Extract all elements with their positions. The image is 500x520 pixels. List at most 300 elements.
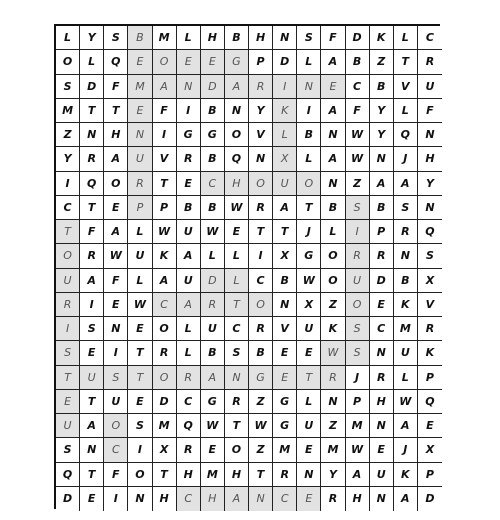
grid-cell[interactable]: T: [128, 366, 152, 390]
grid-cell[interactable]: Q: [56, 463, 80, 487]
grid-cell[interactable]: G: [225, 50, 249, 74]
grid-cell[interactable]: T: [80, 99, 104, 123]
grid-cell[interactable]: A: [321, 50, 345, 74]
grid-cell[interactable]: T: [80, 463, 104, 487]
grid-cell[interactable]: N: [321, 390, 345, 414]
grid-cell[interactable]: L: [201, 244, 225, 268]
grid-cell[interactable]: E: [104, 196, 128, 220]
grid-cell[interactable]: U: [128, 147, 152, 171]
grid-cell[interactable]: X: [418, 269, 442, 293]
grid-cell[interactable]: O: [225, 123, 249, 147]
grid-cell[interactable]: E: [80, 341, 104, 365]
grid-cell[interactable]: E: [225, 220, 249, 244]
grid-cell[interactable]: V: [153, 147, 177, 171]
grid-cell[interactable]: Q: [418, 390, 442, 414]
grid-cell[interactable]: M: [273, 438, 297, 462]
grid-cell[interactable]: U: [177, 269, 201, 293]
grid-cell[interactable]: S: [80, 317, 104, 341]
grid-cell[interactable]: L: [177, 26, 201, 50]
grid-cell[interactable]: I: [249, 244, 273, 268]
grid-cell[interactable]: S: [346, 196, 370, 220]
grid-cell[interactable]: Z: [346, 172, 370, 196]
grid-cell[interactable]: W: [321, 341, 345, 365]
grid-cell[interactable]: E: [80, 487, 104, 511]
grid-cell[interactable]: T: [80, 390, 104, 414]
grid-cell[interactable]: L: [225, 269, 249, 293]
grid-cell[interactable]: O: [104, 414, 128, 438]
grid-cell[interactable]: A: [153, 75, 177, 99]
grid-cell[interactable]: R: [249, 317, 273, 341]
grid-cell[interactable]: H: [249, 26, 273, 50]
grid-cell[interactable]: X: [273, 147, 297, 171]
grid-cell[interactable]: N: [321, 123, 345, 147]
grid-cell[interactable]: W: [201, 414, 225, 438]
grid-cell[interactable]: B: [128, 26, 152, 50]
grid-cell[interactable]: N: [128, 123, 152, 147]
grid-cell[interactable]: T: [225, 293, 249, 317]
grid-cell[interactable]: D: [273, 50, 297, 74]
grid-cell[interactable]: K: [153, 244, 177, 268]
grid-cell[interactable]: I: [104, 341, 128, 365]
grid-cell[interactable]: Z: [321, 414, 345, 438]
grid-cell[interactable]: F: [418, 99, 442, 123]
grid-cell[interactable]: M: [394, 317, 418, 341]
grid-cell[interactable]: S: [56, 75, 80, 99]
grid-cell[interactable]: I: [80, 293, 104, 317]
grid-cell[interactable]: R: [370, 366, 394, 390]
grid-cell[interactable]: O: [321, 269, 345, 293]
grid-cell[interactable]: D: [201, 269, 225, 293]
grid-cell[interactable]: D: [201, 75, 225, 99]
grid-cell[interactable]: A: [177, 293, 201, 317]
grid-cell[interactable]: U: [346, 269, 370, 293]
grid-cell[interactable]: T: [249, 463, 273, 487]
grid-cell[interactable]: M: [201, 463, 225, 487]
grid-cell[interactable]: L: [394, 26, 418, 50]
grid-cell[interactable]: T: [225, 414, 249, 438]
grid-cell[interactable]: Z: [370, 50, 394, 74]
grid-cell[interactable]: M: [346, 414, 370, 438]
grid-cell[interactable]: V: [273, 317, 297, 341]
grid-cell[interactable]: O: [249, 172, 273, 196]
grid-cell[interactable]: S: [104, 26, 128, 50]
grid-cell[interactable]: A: [225, 487, 249, 511]
grid-cell[interactable]: L: [297, 390, 321, 414]
grid-cell[interactable]: E: [321, 75, 345, 99]
grid-cell[interactable]: F: [104, 463, 128, 487]
grid-cell[interactable]: L: [80, 50, 104, 74]
grid-cell[interactable]: F: [104, 75, 128, 99]
grid-cell[interactable]: W: [249, 414, 273, 438]
grid-cell[interactable]: C: [201, 172, 225, 196]
grid-cell[interactable]: T: [56, 366, 80, 390]
grid-cell[interactable]: H: [346, 487, 370, 511]
grid-cell[interactable]: W: [225, 196, 249, 220]
grid-cell[interactable]: T: [153, 463, 177, 487]
grid-cell[interactable]: R: [201, 293, 225, 317]
grid-cell[interactable]: B: [370, 75, 394, 99]
grid-cell[interactable]: H: [225, 172, 249, 196]
grid-cell[interactable]: L: [225, 244, 249, 268]
grid-cell[interactable]: I: [177, 99, 201, 123]
grid-cell[interactable]: N: [249, 487, 273, 511]
grid-cell[interactable]: N: [273, 293, 297, 317]
grid-cell[interactable]: R: [56, 293, 80, 317]
grid-cell[interactable]: A: [273, 196, 297, 220]
grid-cell[interactable]: B: [201, 99, 225, 123]
grid-cell[interactable]: A: [201, 366, 225, 390]
grid-cell[interactable]: J: [394, 438, 418, 462]
grid-cell[interactable]: B: [297, 123, 321, 147]
grid-cell[interactable]: C: [418, 26, 442, 50]
grid-cell[interactable]: W: [346, 123, 370, 147]
grid-cell[interactable]: F: [153, 99, 177, 123]
grid-cell[interactable]: T: [104, 99, 128, 123]
grid-cell[interactable]: E: [128, 317, 152, 341]
grid-cell[interactable]: O: [249, 293, 273, 317]
grid-cell[interactable]: R: [418, 50, 442, 74]
grid-cell[interactable]: M: [321, 438, 345, 462]
grid-cell[interactable]: R: [153, 341, 177, 365]
grid-cell[interactable]: A: [225, 75, 249, 99]
grid-cell[interactable]: I: [56, 172, 80, 196]
grid-cell[interactable]: Y: [249, 99, 273, 123]
grid-cell[interactable]: W: [153, 220, 177, 244]
grid-cell[interactable]: L: [394, 366, 418, 390]
grid-cell[interactable]: A: [177, 244, 201, 268]
grid-cell[interactable]: E: [297, 487, 321, 511]
grid-cell[interactable]: F: [104, 269, 128, 293]
grid-cell[interactable]: Y: [370, 99, 394, 123]
grid-cell[interactable]: J: [346, 366, 370, 390]
grid-cell[interactable]: R: [249, 75, 273, 99]
grid-cell[interactable]: R: [370, 244, 394, 268]
grid-cell[interactable]: L: [321, 220, 345, 244]
grid-cell[interactable]: T: [394, 50, 418, 74]
grid-cell[interactable]: K: [418, 341, 442, 365]
grid-cell[interactable]: E: [128, 50, 152, 74]
grid-cell[interactable]: X: [418, 438, 442, 462]
grid-cell[interactable]: B: [394, 269, 418, 293]
grid-cell[interactable]: C: [177, 390, 201, 414]
grid-cell[interactable]: R: [225, 390, 249, 414]
grid-cell[interactable]: I: [104, 487, 128, 511]
grid-cell[interactable]: H: [418, 147, 442, 171]
grid-cell[interactable]: G: [273, 390, 297, 414]
grid-cell[interactable]: E: [128, 99, 152, 123]
grid-cell[interactable]: C: [225, 317, 249, 341]
grid-cell[interactable]: K: [394, 463, 418, 487]
grid-cell[interactable]: S: [128, 414, 152, 438]
grid-cell[interactable]: R: [273, 463, 297, 487]
grid-cell[interactable]: R: [249, 196, 273, 220]
grid-cell[interactable]: D: [56, 487, 80, 511]
grid-cell[interactable]: B: [370, 196, 394, 220]
grid-cell[interactable]: L: [297, 147, 321, 171]
grid-cell[interactable]: L: [56, 26, 80, 50]
grid-cell[interactable]: E: [201, 438, 225, 462]
grid-cell[interactable]: Y: [418, 172, 442, 196]
grid-cell[interactable]: U: [80, 366, 104, 390]
grid-cell[interactable]: R: [321, 366, 345, 390]
grid-cell[interactable]: J: [394, 147, 418, 171]
grid-cell[interactable]: Y: [370, 123, 394, 147]
grid-cell[interactable]: N: [321, 172, 345, 196]
grid-cell[interactable]: E: [177, 172, 201, 196]
grid-cell[interactable]: T: [128, 341, 152, 365]
grid-cell[interactable]: U: [297, 414, 321, 438]
grid-cell[interactable]: N: [80, 123, 104, 147]
grid-cell[interactable]: A: [370, 172, 394, 196]
grid-cell[interactable]: I: [56, 317, 80, 341]
grid-cell[interactable]: R: [346, 244, 370, 268]
grid-cell[interactable]: A: [321, 147, 345, 171]
grid-cell[interactable]: N: [225, 99, 249, 123]
grid-cell[interactable]: R: [80, 147, 104, 171]
grid-cell[interactable]: L: [177, 341, 201, 365]
grid-cell[interactable]: Z: [321, 293, 345, 317]
grid-cell[interactable]: U: [56, 269, 80, 293]
grid-cell[interactable]: Q: [177, 414, 201, 438]
grid-cell[interactable]: K: [273, 99, 297, 123]
grid-cell[interactable]: U: [297, 317, 321, 341]
grid-cell[interactable]: E: [128, 390, 152, 414]
grid-cell[interactable]: R: [177, 438, 201, 462]
grid-cell[interactable]: O: [128, 463, 152, 487]
grid-cell[interactable]: O: [225, 438, 249, 462]
grid-cell[interactable]: A: [80, 414, 104, 438]
grid-cell[interactable]: A: [394, 487, 418, 511]
grid-cell[interactable]: H: [177, 463, 201, 487]
grid-cell[interactable]: E: [104, 293, 128, 317]
grid-cell[interactable]: M: [153, 26, 177, 50]
grid-cell[interactable]: G: [201, 390, 225, 414]
grid-cell[interactable]: W: [346, 438, 370, 462]
grid-cell[interactable]: Z: [249, 390, 273, 414]
grid-cell[interactable]: D: [346, 26, 370, 50]
grid-cell[interactable]: E: [273, 366, 297, 390]
grid-cell[interactable]: E: [418, 414, 442, 438]
grid-cell[interactable]: G: [297, 244, 321, 268]
grid-cell[interactable]: O: [56, 244, 80, 268]
grid-cell[interactable]: C: [370, 317, 394, 341]
grid-cell[interactable]: E: [201, 50, 225, 74]
grid-cell[interactable]: F: [321, 26, 345, 50]
grid-cell[interactable]: S: [56, 341, 80, 365]
grid-cell[interactable]: H: [225, 463, 249, 487]
grid-cell[interactable]: B: [201, 341, 225, 365]
grid-cell[interactable]: N: [177, 75, 201, 99]
grid-cell[interactable]: O: [346, 293, 370, 317]
grid-cell[interactable]: A: [346, 463, 370, 487]
grid-cell[interactable]: B: [225, 26, 249, 50]
grid-cell[interactable]: E: [370, 438, 394, 462]
grid-cell[interactable]: N: [225, 366, 249, 390]
grid-cell[interactable]: E: [273, 341, 297, 365]
grid-cell[interactable]: A: [394, 172, 418, 196]
grid-cell[interactable]: A: [321, 99, 345, 123]
grid-cell[interactable]: Y: [321, 463, 345, 487]
grid-cell[interactable]: X: [297, 293, 321, 317]
grid-cell[interactable]: R: [177, 147, 201, 171]
grid-cell[interactable]: V: [394, 75, 418, 99]
grid-cell[interactable]: K: [370, 26, 394, 50]
grid-cell[interactable]: E: [177, 50, 201, 74]
grid-cell[interactable]: P: [346, 390, 370, 414]
grid-cell[interactable]: W: [346, 147, 370, 171]
grid-cell[interactable]: Y: [56, 147, 80, 171]
grid-cell[interactable]: M: [153, 414, 177, 438]
grid-cell[interactable]: X: [153, 438, 177, 462]
grid-cell[interactable]: P: [418, 366, 442, 390]
grid-cell[interactable]: E: [297, 341, 321, 365]
grid-cell[interactable]: E: [370, 293, 394, 317]
grid-cell[interactable]: M: [128, 75, 152, 99]
grid-cell[interactable]: K: [394, 293, 418, 317]
grid-cell[interactable]: I: [128, 438, 152, 462]
grid-cell[interactable]: N: [80, 438, 104, 462]
grid-cell[interactable]: U: [370, 463, 394, 487]
grid-cell[interactable]: G: [249, 366, 273, 390]
grid-cell[interactable]: W: [201, 220, 225, 244]
grid-cell[interactable]: R: [321, 487, 345, 511]
grid-cell[interactable]: O: [153, 50, 177, 74]
grid-cell[interactable]: B: [249, 341, 273, 365]
grid-cell[interactable]: O: [297, 172, 321, 196]
grid-cell[interactable]: U: [104, 390, 128, 414]
grid-cell[interactable]: Q: [104, 50, 128, 74]
grid-cell[interactable]: B: [177, 196, 201, 220]
grid-cell[interactable]: Q: [225, 147, 249, 171]
grid-cell[interactable]: O: [153, 317, 177, 341]
grid-cell[interactable]: N: [370, 487, 394, 511]
grid-cell[interactable]: C: [273, 487, 297, 511]
grid-cell[interactable]: H: [104, 123, 128, 147]
grid-cell[interactable]: P: [249, 50, 273, 74]
grid-cell[interactable]: I: [273, 75, 297, 99]
grid-cell[interactable]: T: [56, 220, 80, 244]
grid-cell[interactable]: U: [394, 341, 418, 365]
grid-cell[interactable]: S: [394, 196, 418, 220]
grid-cell[interactable]: N: [370, 341, 394, 365]
grid-cell[interactable]: L: [297, 50, 321, 74]
grid-cell[interactable]: U: [56, 414, 80, 438]
grid-cell[interactable]: O: [56, 50, 80, 74]
grid-cell[interactable]: S: [104, 366, 128, 390]
grid-cell[interactable]: B: [201, 147, 225, 171]
grid-cell[interactable]: L: [128, 269, 152, 293]
grid-cell[interactable]: G: [273, 414, 297, 438]
grid-cell[interactable]: U: [177, 220, 201, 244]
grid-cell[interactable]: L: [177, 317, 201, 341]
grid-cell[interactable]: U: [418, 75, 442, 99]
grid-cell[interactable]: T: [80, 196, 104, 220]
grid-cell[interactable]: F: [80, 220, 104, 244]
grid-cell[interactable]: P: [418, 463, 442, 487]
grid-cell[interactable]: H: [370, 390, 394, 414]
grid-cell[interactable]: N: [249, 147, 273, 171]
grid-cell[interactable]: S: [418, 244, 442, 268]
grid-cell[interactable]: N: [370, 414, 394, 438]
grid-cell[interactable]: N: [273, 26, 297, 50]
grid-cell[interactable]: N: [370, 147, 394, 171]
grid-cell[interactable]: T: [297, 196, 321, 220]
grid-cell[interactable]: B: [273, 269, 297, 293]
grid-cell[interactable]: R: [177, 366, 201, 390]
grid-cell[interactable]: Q: [418, 220, 442, 244]
grid-cell[interactable]: N: [297, 75, 321, 99]
grid-cell[interactable]: A: [394, 414, 418, 438]
grid-cell[interactable]: I: [297, 99, 321, 123]
grid-cell[interactable]: P: [153, 196, 177, 220]
grid-cell[interactable]: S: [225, 341, 249, 365]
grid-cell[interactable]: C: [346, 75, 370, 99]
grid-cell[interactable]: S: [297, 26, 321, 50]
grid-cell[interactable]: B: [346, 50, 370, 74]
grid-cell[interactable]: Q: [394, 123, 418, 147]
grid-cell[interactable]: X: [273, 244, 297, 268]
grid-cell[interactable]: O: [153, 366, 177, 390]
grid-cell[interactable]: I: [153, 123, 177, 147]
grid-cell[interactable]: V: [418, 293, 442, 317]
grid-cell[interactable]: K: [321, 317, 345, 341]
grid-cell[interactable]: H: [201, 487, 225, 511]
grid-cell[interactable]: C: [56, 196, 80, 220]
grid-cell[interactable]: M: [56, 99, 80, 123]
grid-cell[interactable]: D: [418, 487, 442, 511]
grid-cell[interactable]: A: [104, 147, 128, 171]
grid-cell[interactable]: S: [346, 341, 370, 365]
grid-cell[interactable]: N: [418, 123, 442, 147]
grid-cell[interactable]: W: [297, 269, 321, 293]
grid-cell[interactable]: R: [418, 317, 442, 341]
grid-cell[interactable]: J: [297, 220, 321, 244]
grid-cell[interactable]: Q: [80, 172, 104, 196]
grid-cell[interactable]: C: [104, 438, 128, 462]
grid-cell[interactable]: C: [177, 487, 201, 511]
grid-cell[interactable]: E: [56, 390, 80, 414]
grid-cell[interactable]: Y: [80, 26, 104, 50]
grid-cell[interactable]: N: [128, 487, 152, 511]
grid-cell[interactable]: L: [128, 220, 152, 244]
grid-cell[interactable]: T: [297, 366, 321, 390]
grid-cell[interactable]: P: [370, 220, 394, 244]
grid-cell[interactable]: H: [153, 487, 177, 511]
grid-cell[interactable]: O: [321, 244, 345, 268]
grid-cell[interactable]: S: [346, 317, 370, 341]
grid-cell[interactable]: E: [297, 438, 321, 462]
grid-cell[interactable]: W: [104, 244, 128, 268]
grid-cell[interactable]: A: [80, 269, 104, 293]
grid-cell[interactable]: A: [104, 220, 128, 244]
grid-cell[interactable]: U: [201, 317, 225, 341]
grid-cell[interactable]: N: [297, 463, 321, 487]
grid-cell[interactable]: V: [249, 123, 273, 147]
grid-cell[interactable]: U: [128, 244, 152, 268]
grid-cell[interactable]: L: [273, 123, 297, 147]
grid-cell[interactable]: A: [153, 269, 177, 293]
grid-cell[interactable]: U: [273, 172, 297, 196]
grid-cell[interactable]: N: [394, 244, 418, 268]
grid-cell[interactable]: R: [128, 172, 152, 196]
grid-cell[interactable]: B: [201, 196, 225, 220]
grid-cell[interactable]: D: [370, 269, 394, 293]
grid-cell[interactable]: N: [104, 317, 128, 341]
grid-cell[interactable]: D: [153, 390, 177, 414]
grid-cell[interactable]: H: [201, 26, 225, 50]
grid-cell[interactable]: S: [56, 438, 80, 462]
grid-cell[interactable]: L: [394, 99, 418, 123]
